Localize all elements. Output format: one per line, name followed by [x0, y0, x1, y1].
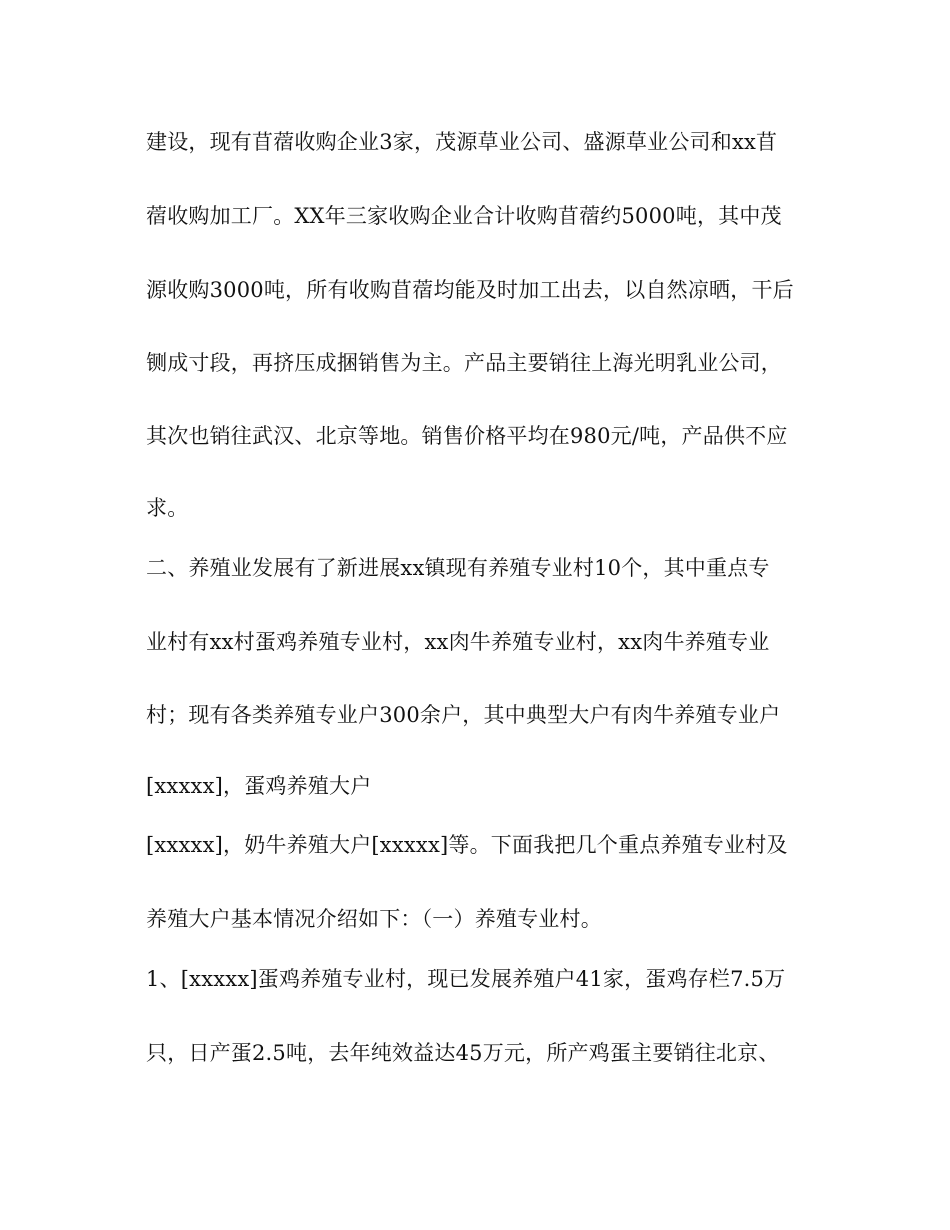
- text-line: 源收购3000吨，所有收购苜蓿均能及时加工出去，以自然凉晒，干后: [146, 278, 794, 302]
- text-line: 蓿收购加工厂。XX年三家收购企业合计收购苜蓿约5000吨，其中茂: [146, 204, 782, 228]
- text-line: [xxxxx]，蛋鸡养殖大户: [146, 774, 372, 798]
- text-line: 村；现有各类养殖专业户300余户，其中典型大户有肉牛养殖专业户: [146, 703, 781, 727]
- text-line: 其次也销往武汉、北京等地。销售价格平均在980元/吨，产品供不应: [146, 424, 788, 448]
- text-line: 建设，现有苜蓿收购企业3家，茂源草业公司、盛源草业公司和xx苜: [146, 130, 778, 154]
- text-line: [xxxxx]，奶牛养殖大户[xxxxx]等。下面我把几个重点养殖专业村及: [146, 833, 788, 857]
- text-line: 只，日产蛋2.5吨，去年纯效益达45万元，所产鸡蛋主要销往北京、: [146, 1041, 780, 1065]
- text-line: 业村有xx村蛋鸡养殖专业村，xx肉牛养殖专业村，xx肉牛养殖专业: [146, 630, 770, 654]
- text-line: 求。: [146, 496, 189, 520]
- numbered-item-line: 1、[xxxxx]蛋鸡养殖专业村，现已发展养殖户41家，蛋鸡存栏7.5万: [146, 967, 786, 991]
- text-line: 养殖大户基本情况介绍如下：（一）养殖专业村。: [146, 907, 602, 931]
- section-heading-line: 二、养殖业发展有了新进展xx镇现有养殖专业村10个，其中重点专: [146, 556, 770, 580]
- text-line: 铡成寸段，再挤压成捆销售为主。产品主要销往上海光明乳业公司，: [146, 351, 782, 375]
